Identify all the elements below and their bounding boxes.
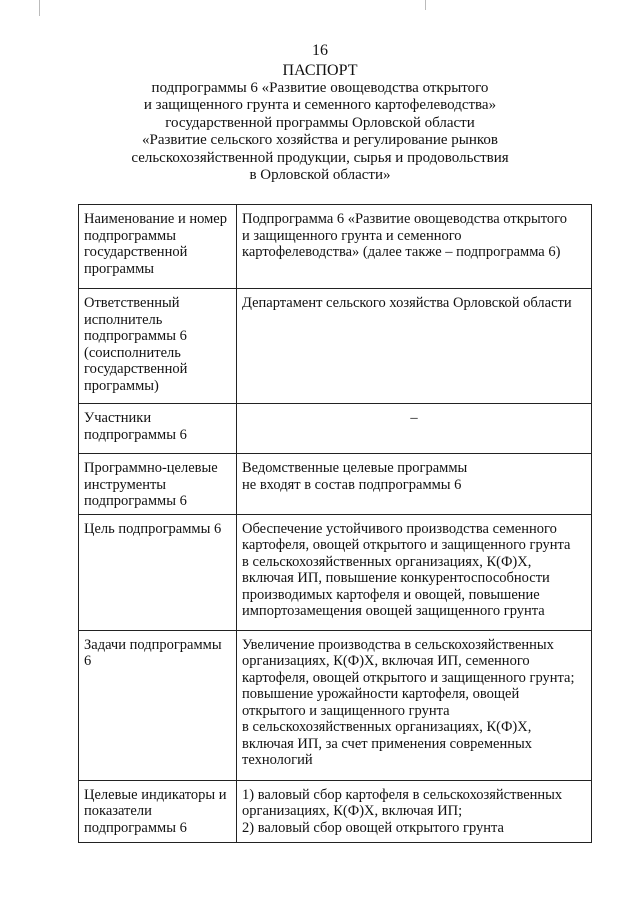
value-line: открытого и защищенного грунта <box>242 702 450 719</box>
page-number: 16 <box>312 42 328 59</box>
table-row <box>79 514 592 630</box>
header-line: сельскохозяйственной продукции, сырья и продовольствия <box>131 149 509 166</box>
header-line: в Орловской области» <box>249 167 391 183</box>
document-header <box>80 62 560 185</box>
passport-table <box>78 204 592 843</box>
row-value <box>237 205 592 289</box>
value-line: картофелеводства» (далее также – подпрограмма 6) <box>242 244 561 260</box>
row-label: Ответственный исполнитель подпрограммы 6 (соисполнитель государственной программы) <box>79 289 237 404</box>
value-line: и защищенного грунта и семенного <box>242 227 462 244</box>
row-value <box>237 454 592 515</box>
row-value <box>237 289 592 404</box>
value-line: Подпрограмма 6 «Развитие овощеводства открытого <box>242 211 567 227</box>
value-line: в сельскохозяйственных организациях, К(Ф)Х, <box>242 553 532 570</box>
scan-edge-mark <box>39 0 40 16</box>
value-line: – <box>410 410 418 426</box>
value-line: в сельскохозяйственных организациях, К(Ф)Х, <box>242 719 532 735</box>
row-label: Цель подпрограммы 6 <box>79 514 237 630</box>
row-label: Наименование и номер подпрограммы государственной программы <box>79 205 237 289</box>
table-row <box>79 780 592 842</box>
row-value <box>237 404 592 454</box>
row-value <box>237 780 592 842</box>
document-title: ПАСПОРТ <box>282 62 358 79</box>
row-label: Программно-целевые инструменты подпрограммы 6 <box>79 454 237 515</box>
value-line: включая ИП, повышение конкурентоспособности <box>242 570 550 586</box>
value-line: картофеля, овощей открытого и защищенного грунта; <box>242 669 575 686</box>
header-line: подпрограммы 6 «Развитие овощеводства открытого <box>151 79 489 96</box>
table-row <box>79 205 592 289</box>
value-line: Ведомственные целевые программы <box>242 460 468 476</box>
table-row <box>79 454 592 515</box>
row-label: Задачи подпрограммы 6 <box>79 630 237 780</box>
scan-edge-mark <box>425 0 426 10</box>
value-line: Увеличение производства в сельскохозяйственных <box>242 636 554 653</box>
value-line: включая ИП, за счет применения современных <box>242 735 532 752</box>
value-line: технологий <box>242 752 313 768</box>
header-line: и защищенного грунта и семенного картофелеводства» <box>143 97 497 113</box>
value-line: Департамент сельского хозяйства Орловской области <box>242 295 572 311</box>
value-line: 1) валовый сбор картофеля в сельскохозяйственных <box>242 786 563 803</box>
value-line: импортозамещения овощей защищенного грунта <box>242 603 545 619</box>
row-value <box>237 514 592 630</box>
value-line: организациях, К(Ф)Х, включая ИП; <box>242 803 463 819</box>
row-label: Участники подпрограммы 6 <box>79 404 237 454</box>
row-value <box>237 630 592 780</box>
row-label: Целевые индикаторы и показатели подпрограммы 6 <box>79 780 237 842</box>
value-line: картофеля, овощей открытого и защищенного грунта <box>242 537 571 553</box>
header-line: государственной программы Орловской области <box>165 114 475 131</box>
header-line: «Развитие сельского хозяйства и регулирование рынков <box>141 132 498 148</box>
value-line: организациях, К(Ф)Х, включая ИП, семенного <box>242 653 530 669</box>
table-row <box>79 630 592 780</box>
value-line: 2) валовый сбор овощей открытого грунта <box>242 819 504 836</box>
value-line: повышение урожайности картофеля, овощей <box>242 686 520 702</box>
value-line: не входят в состав подпрограммы 6 <box>242 476 462 493</box>
table-row <box>79 289 592 404</box>
table-row <box>79 404 592 454</box>
value-line: производимых картофеля и овощей, повышение <box>242 586 540 603</box>
value-line: Обеспечение устойчивого производства семенного <box>242 520 557 537</box>
